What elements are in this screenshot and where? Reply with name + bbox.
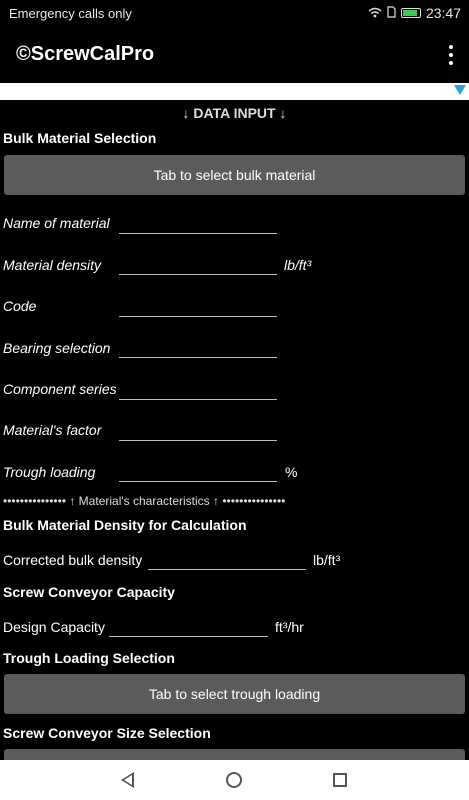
ad-banner-strip [0, 83, 469, 100]
status-icons [368, 5, 461, 21]
design-capacity-label: Design Capacity [3, 619, 105, 635]
design-capacity-unit: ft³/hr [275, 619, 304, 635]
dropdown-arrow-icon[interactable] [454, 85, 466, 95]
app-bar [0, 26, 469, 83]
bearing-selection-field[interactable] [119, 357, 277, 358]
corrected-density-field[interactable] [148, 569, 306, 570]
material-density-unit: lb/ft³ [284, 257, 312, 273]
field-label-material-factor: Material's factor [3, 422, 102, 438]
home-icon[interactable] [226, 772, 242, 788]
material-characteristics-note: ••••••••••••••• ↑ Material's characteristics ↑ ••••••••••••••• [3, 494, 286, 508]
size-selection-heading: Screw Conveyor Size Selection [3, 725, 211, 741]
capacity-heading: Screw Conveyor Capacity [3, 584, 175, 600]
app-title: ©ScrewCalPro [16, 43, 155, 65]
material-factor-field[interactable] [119, 440, 277, 441]
sim-icon [387, 5, 396, 21]
trough-loading-heading: Trough Loading Selection [3, 650, 175, 666]
density-calc-heading: Bulk Material Density for Calculation [3, 517, 247, 533]
trough-loading-field[interactable] [119, 481, 277, 482]
field-label-name-of-material: Name of material [3, 215, 110, 231]
field-label-component-series: Component series [3, 381, 117, 397]
name-of-material-field[interactable] [119, 233, 277, 234]
wifi-icon [368, 5, 382, 21]
component-series-field[interactable] [119, 399, 277, 400]
corrected-density-unit: lb/ft³ [313, 552, 341, 568]
select-trough-loading-button[interactable]: Tab to select trough loading [4, 674, 465, 714]
field-label-trough-loading: Trough loading [3, 464, 96, 480]
material-density-field[interactable] [119, 274, 277, 275]
field-label-code: Code [3, 298, 37, 314]
field-label-material-density: Material density [3, 257, 102, 273]
trough-loading-unit: % [285, 464, 298, 480]
status-carrier-text: Emergency calls only [9, 6, 132, 21]
recent-apps-icon[interactable] [333, 773, 347, 787]
select-bulk-material-button[interactable]: Tab to select bulk material [4, 155, 465, 195]
corrected-density-label: Corrected bulk density [3, 552, 143, 568]
status-bar [0, 0, 469, 26]
overflow-menu-icon[interactable] [447, 45, 455, 65]
field-label-bearing-selection: Bearing selection [3, 340, 111, 356]
bulk-material-heading: Bulk Material Selection [3, 130, 157, 146]
battery-icon [401, 8, 421, 18]
data-input-header: ↓ DATA INPUT ↓ [182, 105, 287, 121]
system-nav-bar [0, 760, 469, 800]
design-capacity-field[interactable] [109, 636, 268, 637]
status-time: 23:47 [425, 5, 461, 21]
code-field[interactable] [119, 316, 277, 317]
